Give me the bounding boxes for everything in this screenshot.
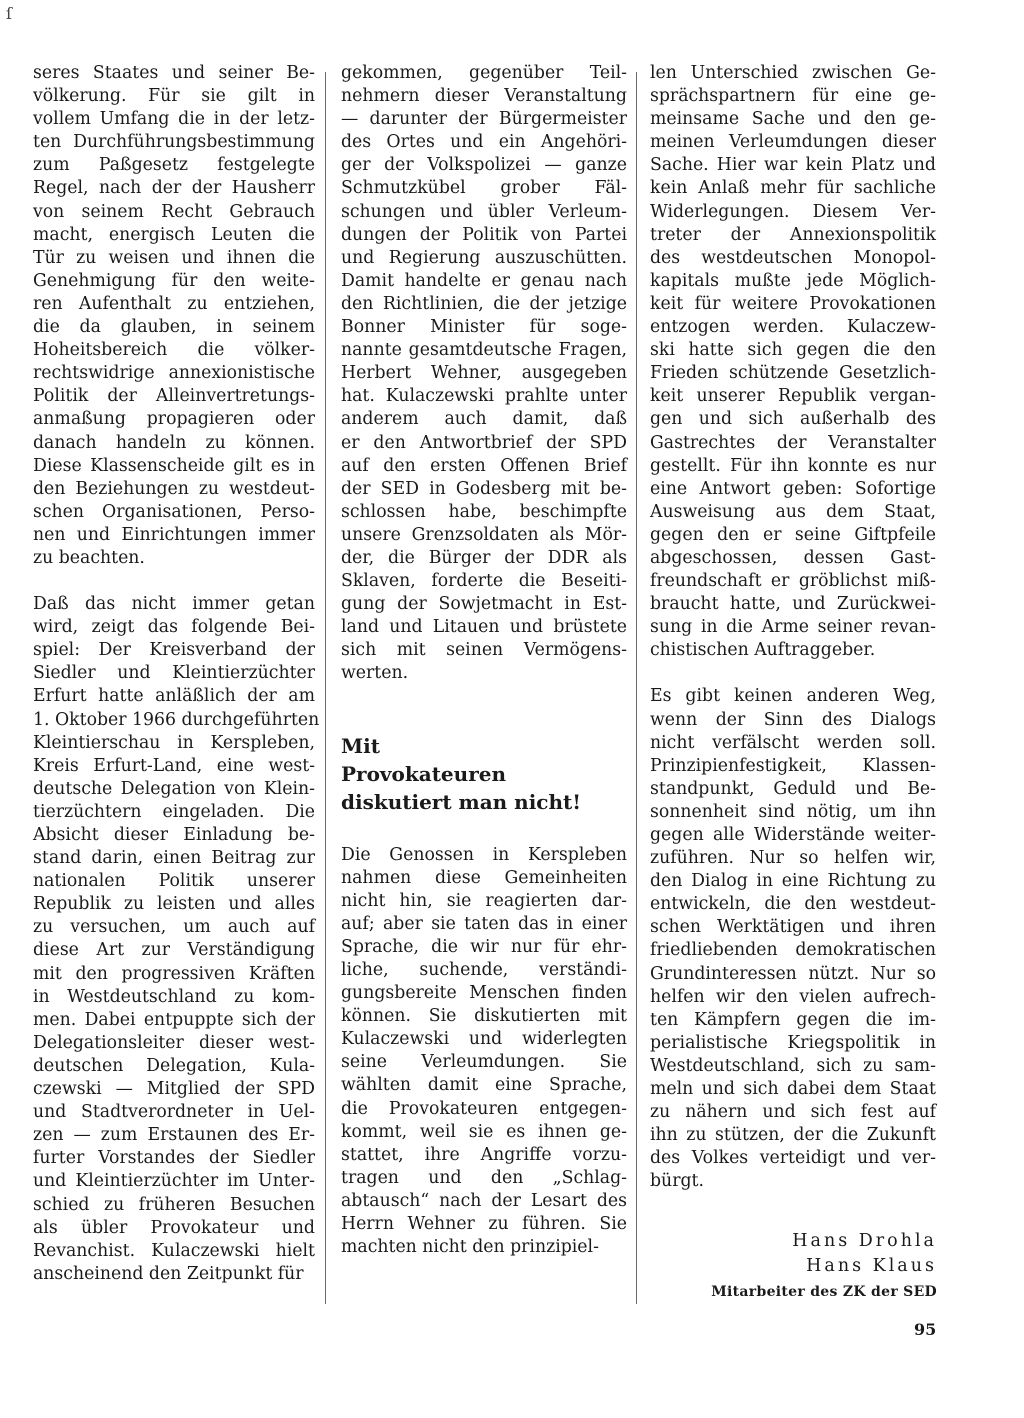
text-line: zen — zum Erstaunen des Er- xyxy=(33,1125,315,1146)
text-line: ski hatte sich gegen die den xyxy=(650,340,936,361)
text-line: stand darin, einen Beitrag zur xyxy=(33,848,315,869)
text-line: spiel: Der Kreisverband der xyxy=(33,640,315,661)
text-line: entzogen werden. Kulaczew- xyxy=(650,317,936,338)
text-line: sich mit seinen Vermögens- xyxy=(341,640,627,661)
text-line: ten Kämpfern gegen die im- xyxy=(650,1009,936,1030)
text-line: sung in die Arme seiner revan- xyxy=(650,617,936,638)
text-line: standpunkt, Geduld und Be- xyxy=(650,778,936,799)
section-spacer xyxy=(341,686,627,732)
text-line: Regel, nach der der Hausherr xyxy=(33,178,315,199)
text-line: zum Paßgesetz festgelegte xyxy=(33,155,315,176)
text-line: Herrn Wehner zu führen. Sie xyxy=(341,1214,627,1235)
text-line: schen Werktätigen und ihren xyxy=(650,917,936,938)
text-line: auf den ersten Offenen Brief xyxy=(341,455,627,476)
text-line: Siedler und Kleintierzüchter xyxy=(33,663,315,684)
text-line: dungen der Politik von Partei xyxy=(341,224,627,245)
text-line: kein Anlaß mehr für sachliche xyxy=(650,178,936,199)
text-line: die da glauben, in seinem xyxy=(33,317,315,338)
text-line: nicht hin, sie reagierten dar- xyxy=(341,890,627,911)
text-line: völkerung. Für sie gilt in xyxy=(33,86,315,107)
heading-line: Mit xyxy=(341,733,380,758)
text-line: Grundinteressen nützt. Nur so xyxy=(650,963,936,984)
text-line: treter der Annexionspolitik xyxy=(650,224,936,245)
text-line: bürgt. xyxy=(650,1171,704,1192)
text-line: 1. Oktober 1966 durchgeführten xyxy=(33,709,320,730)
text-line: Westdeutschland, sich zu sam- xyxy=(650,1055,936,1076)
text-line: ihn zu stützen, der die Zukunft xyxy=(650,1125,936,1146)
text-line: abtausch“ nach der Lesart des xyxy=(341,1190,627,1211)
text-line: Politik der Alleinvertretungs- xyxy=(33,386,315,407)
text-line: Frieden schützende Gesetzlich- xyxy=(650,363,936,384)
text-line: als übler Provokateur und xyxy=(33,1217,315,1238)
section-heading xyxy=(341,732,627,816)
text-line: friedliebenden demokratischen xyxy=(650,940,936,961)
text-line: gegen alle Widerstände weiter- xyxy=(650,825,936,845)
text-line: — darunter der Bürgermeister xyxy=(341,109,627,130)
scan-mark: ſ xyxy=(6,4,12,23)
author-name: Hans Drohla xyxy=(792,1231,937,1251)
text-line: gung der Sowjetmacht in Est- xyxy=(341,594,627,615)
text-line: schungen und übler Verleum- xyxy=(341,201,627,222)
text-line: Es gibt keinen anderen Weg, xyxy=(650,686,936,707)
text-line: czewski — Mitglied der SPD xyxy=(33,1079,315,1100)
text-line: Kulaczewski und widerlegten xyxy=(341,1029,627,1050)
text-line: nahmen diese Gemeinheiten xyxy=(341,867,627,888)
text-line: nannte gesamtdeutsche Fragen, xyxy=(341,340,627,361)
text-line: Delegationsleiter dieser west- xyxy=(33,1032,315,1053)
text-line: und Kleintierzüchter im Unter- xyxy=(33,1171,315,1192)
text-line: vollem Umfang die in der letz- xyxy=(33,109,315,130)
text-line: meinsame Sache und den ge- xyxy=(650,109,936,130)
text-line: die Provokateuren entgegen- xyxy=(341,1098,627,1119)
text-line: deutschen Delegation, Kula- xyxy=(33,1055,315,1076)
text-line: sprächspartnern für eine ge- xyxy=(650,86,936,107)
text-line: den Richtlinien, die der jetzige xyxy=(341,293,627,314)
text-line: Kreis Erfurt-Land, eine west- xyxy=(33,755,315,776)
text-line: machten nicht den prinzipiel- xyxy=(341,1237,599,1258)
text-line: anscheinend den Zeitpunkt für xyxy=(33,1263,304,1284)
text-line: gestellt. Für ihn konnte es nur xyxy=(650,455,936,476)
text-line: Absicht dieser Einladung be- xyxy=(33,825,315,845)
text-line: Die Genossen in Kerspleben xyxy=(341,844,627,865)
text-line: nicht verfälscht werden soll. xyxy=(650,732,936,753)
text-line: Genehmigung für den weite- xyxy=(33,270,315,291)
paragraph xyxy=(341,844,627,1260)
text-line: hat. Kulaczewski prahlte unter xyxy=(341,386,627,407)
text-line: Schmutzkübel grober Fäl- xyxy=(341,178,627,199)
text-line: Sache. Hier war kein Platz und xyxy=(650,155,936,176)
text-line: gen und sich außerhalb des xyxy=(650,409,936,430)
text-line: helfen wir den vielen aufrech- xyxy=(650,986,936,1007)
text-line: tragen und den „Schlag- xyxy=(341,1167,627,1188)
text-line: macht, energisch Leuten die xyxy=(33,224,315,245)
text-line: meinen Verleumdungen dieser xyxy=(650,132,936,153)
text-line: rechtswidrige annexionistische xyxy=(33,363,315,384)
author-name: Hans Klaus xyxy=(806,1256,937,1276)
column-1 xyxy=(33,62,320,1286)
text-line: sonnenheit sind nötig, um ihn xyxy=(650,801,936,822)
text-line: schen Organisationen, Perso- xyxy=(33,501,315,522)
text-line: Revanchist. Kulaczewski hielt xyxy=(33,1240,315,1261)
text-line: des Volkes verteidigt und ver- xyxy=(650,1148,936,1169)
text-line: Gastrechtes der Veranstalter xyxy=(650,432,936,453)
text-line: nehmern dieser Veranstaltung xyxy=(341,86,627,107)
text-line: Bonner Minister für soge- xyxy=(341,317,627,338)
text-line: Widerlegungen. Diesem Ver- xyxy=(650,201,936,222)
text-line: zu nähern und sich fest auf xyxy=(650,1102,936,1123)
column-2 xyxy=(341,62,627,1259)
text-line: Prinzipienfestigkeit, Klassen- xyxy=(650,755,936,776)
text-line: seres Staates und seiner Be- xyxy=(33,63,315,83)
author-role: Mitarbeiter des ZK der SED xyxy=(711,1284,937,1300)
text-line: und Regierung auszuschütten. xyxy=(341,247,627,268)
text-line: des westdeutschen Monopol- xyxy=(650,247,936,268)
paragraph xyxy=(650,62,936,662)
text-line: nationalen Politik unserer xyxy=(33,871,315,892)
text-line: zuführen. Nur so helfen wir, xyxy=(650,848,936,869)
text-line: eine Antwort geben: Sofortige xyxy=(650,478,936,499)
paragraph xyxy=(650,685,936,1193)
text-line: Herbert Wehner, ausgegeben xyxy=(341,363,627,384)
text-line: abgeschossen, dessen Gast- xyxy=(650,547,936,568)
text-line: den Beziehungen zu westdeut- xyxy=(33,478,315,499)
text-line: wird, zeigt das folgende Bei- xyxy=(33,617,315,638)
text-line: braucht hatte, und Zurückwei- xyxy=(650,594,936,615)
text-line: freundschaft er gröblichst miß- xyxy=(650,571,936,592)
text-line: werten. xyxy=(341,663,409,684)
text-line: Tür zu weisen und ihnen die xyxy=(33,247,315,268)
text-line: zu beachten. xyxy=(33,547,145,568)
text-line: den Dialog in eine Richtung zu xyxy=(650,871,936,892)
text-line: Republik zu leisten und alles xyxy=(33,894,315,915)
text-line: diese Art zur Verständigung xyxy=(33,940,315,961)
text-line: len Unterschied zwischen Ge- xyxy=(650,63,936,83)
text-line: stattet, ihre Angriffe vorzu- xyxy=(341,1144,627,1165)
text-line: anmaßung propagieren oder xyxy=(33,409,315,430)
text-line: des Ortes und ein Angehöri- xyxy=(341,132,627,153)
text-line: meln und sich dabei dem Staat xyxy=(650,1079,936,1100)
text-line: gungsbereite Menschen finden xyxy=(341,983,627,1004)
text-line: er den Antwortbrief der SPD xyxy=(341,432,627,453)
text-line: furter Vorstandes der Siedler xyxy=(33,1148,315,1169)
paragraph-gap xyxy=(650,662,936,685)
text-line: keit für weitere Provokationen xyxy=(650,293,936,314)
text-line: schied zu früheren Besuchen xyxy=(33,1194,315,1215)
text-line: kommt, weil sie es ihnen ge- xyxy=(341,1121,627,1142)
text-line: gekommen, gegenüber Teil- xyxy=(341,63,627,83)
paragraph xyxy=(33,593,320,1286)
text-line: Hoheitsbereich die völker- xyxy=(33,340,315,361)
text-line: tierzüchtern eingeladen. Die xyxy=(33,801,315,822)
text-line: danach handeln zu können. xyxy=(33,432,315,453)
text-line: liche, suchende, verständi- xyxy=(341,960,627,980)
text-line: keit unserer Republik vergan- xyxy=(650,386,936,407)
column-3 xyxy=(650,62,936,1194)
text-line: gegen den er seine Giftpfeile xyxy=(650,524,936,545)
paragraph xyxy=(33,62,315,570)
text-line: in Westdeutschland zu kom- xyxy=(33,986,315,1007)
text-line: Diese Klassenscheide gilt es in xyxy=(33,455,315,476)
text-line: wenn der Sinn des Dialogs xyxy=(650,709,936,730)
text-line: nen und Einrichtungen immer xyxy=(33,524,315,545)
text-line: entwickeln, die den westdeut- xyxy=(650,894,936,915)
column-divider xyxy=(636,72,637,1304)
paragraph xyxy=(341,62,627,686)
text-line: können. Sie diskutierten mit xyxy=(341,1006,627,1027)
text-line: Daß das nicht immer getan xyxy=(33,594,315,615)
heading-line: diskutiert man nicht! xyxy=(341,789,582,814)
text-line: der, die Bürger der DDR als xyxy=(341,547,627,568)
text-line: Kleintierschau in Kerspleben, xyxy=(33,732,315,753)
text-line: perialistische Kriegspolitik in xyxy=(650,1032,936,1053)
text-line: Erfurt hatte anläßlich der am xyxy=(33,686,315,707)
text-line: und Stadtverordneter in Uel- xyxy=(33,1102,315,1123)
text-line: ren Aufenthalt zu entziehen, xyxy=(33,293,315,314)
text-line: deutsche Delegation von Klein- xyxy=(33,778,315,799)
paragraph-gap xyxy=(33,570,315,593)
text-line: land und Litauen und brüstete xyxy=(341,617,627,638)
text-line: ten Durchführungsbestimmung xyxy=(33,132,315,153)
text-line: Sklaven, forderte die Beseiti- xyxy=(341,571,627,592)
text-line: schlossen habe, beschimpfte xyxy=(341,501,627,522)
column-divider xyxy=(325,72,326,1304)
text-line: auf; aber sie taten das in einer xyxy=(341,913,627,934)
text-line: chistischen Auftraggeber. xyxy=(650,640,876,661)
text-line: unsere Grenzsoldaten als Mör- xyxy=(341,524,627,545)
text-line: der SED in Godesberg mit be- xyxy=(341,478,627,499)
heading-line: Provokateuren xyxy=(341,761,506,786)
text-line: mit den progressiven Kräften xyxy=(33,963,315,984)
text-line: wählten damit eine Sprache, xyxy=(341,1075,627,1096)
text-line: zu versuchen, um auch auf xyxy=(33,917,315,938)
text-line: kapitals mußte jede Möglich- xyxy=(650,270,936,291)
text-line: von seinem Recht Gebrauch xyxy=(33,201,315,222)
text-line: Ausweisung aus dem Staat, xyxy=(650,501,936,522)
text-line: Damit handelte er genau nach xyxy=(341,270,627,291)
page-number: 95 xyxy=(914,1320,937,1339)
text-line: anderem auch damit, daß xyxy=(341,409,627,430)
text-line: Sprache, die wir nur für ehr- xyxy=(341,936,627,957)
text-line: men. Dabei entpuppte sich der xyxy=(33,1009,315,1030)
text-line: ger der Volkspolizei — ganze xyxy=(341,155,627,176)
text-line: seine Verleumdungen. Sie xyxy=(341,1052,627,1073)
